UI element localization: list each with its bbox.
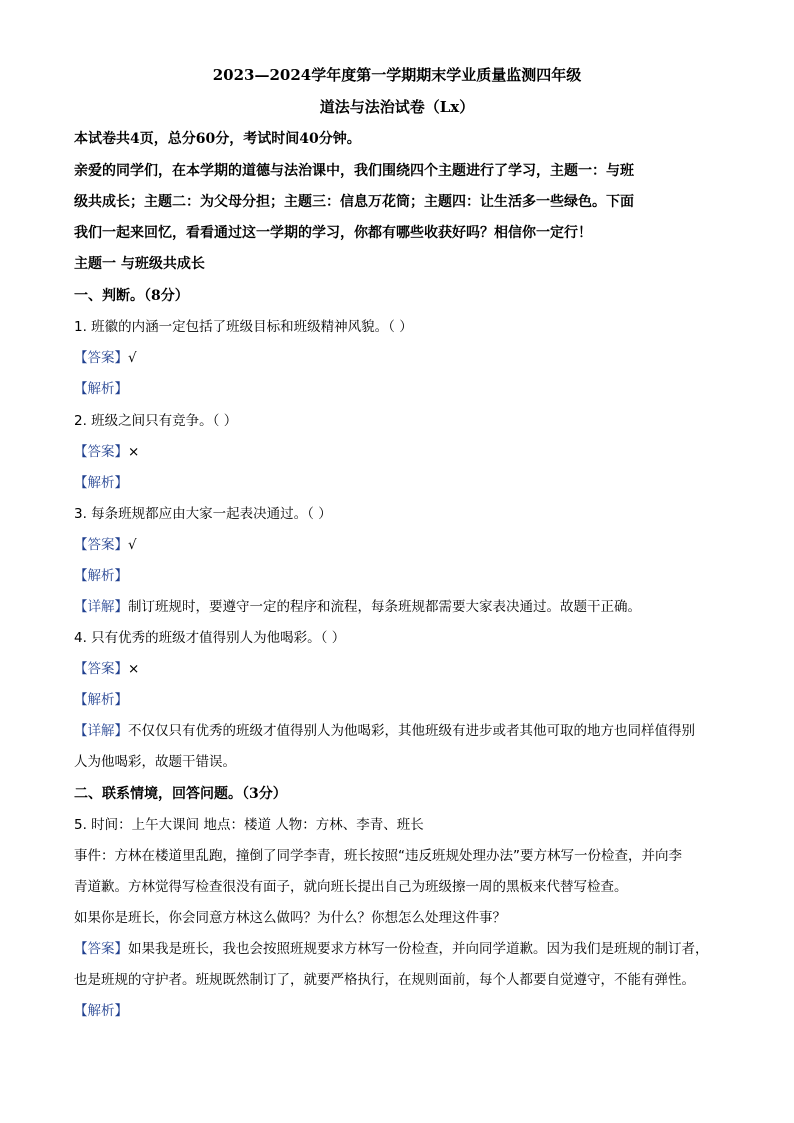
analysis-tag: 【解析】 [74,381,128,397]
question-5-line-3: 青道歉。方林觉得写检查很没有面子，就向班长提出自己为班级擦一周的黑板来代替写检查。 [74,879,628,895]
section1-heading: 一、判断。（8分） [74,288,189,304]
answer-value: √ [128,350,137,366]
question-5-line-2: 事件：方林在楼道里乱跑，撞倒了同学李青，班长按照“违反班规处理办法”要方林写一份检查，并向李 [74,848,682,864]
section2-heading: 二、联系情境，回答问题。（3分） [74,786,287,802]
detail-tag: 【详解】 [74,599,128,615]
question-5-line-1: 5. 时间：上午大课间 地点：楼道 人物：方林、李青、班长 [74,817,424,833]
intro-line-2: 级共成长；主题二：为父母分担；主题三：信息万花筒；主题四：让生活多一些绿色。下面 [74,194,634,210]
answer-5-line-1 [74,940,734,958]
answer-value: √ [128,537,137,553]
detail-text: 制订班规时，要遵守一定的程序和流程，每条班规都需要大家表决通过。故题干正确。 [128,599,641,615]
answer-tag: 【答案】 [74,941,128,957]
answer-3 [74,536,734,554]
answer-2 [74,443,734,461]
answer-tag: 【答案】 [74,661,128,677]
question-3: 3. 每条班规都应由大家一起表决通过。（ ） [74,506,332,522]
answer-value: × [128,661,140,677]
analysis-tag: 【解析】 [74,692,128,708]
detail-4-line-2: 人为他喝彩，故题干错误。 [74,754,236,770]
analysis-tag: 【解析】 [74,475,128,491]
theme-heading: 主题一 与班级共成长 [74,256,205,272]
answer-1 [74,349,734,367]
question-5-line-4: 如果你是班长，你会同意方林这么做吗？为什么？你想怎么处理这件事？ [74,910,506,926]
question-4: 4. 只有优秀的班级才值得别人为他喝彩。（ ） [74,630,346,646]
detail-3 [74,598,734,616]
question-2: 2. 班级之间只有竞争。（ ） [74,413,238,429]
intro-line-1: 亲爱的同学们，在本学期的道德与法治课中，我们围绕四个主题进行了学习，主题一：与班 [74,163,634,179]
answer-tag: 【答案】 [74,537,128,553]
detail-tag: 【详解】 [74,723,128,739]
exam-meta: 本试卷共4页，总分60分，考试时间40分钟。 [74,131,361,147]
intro-line-3: 我们一起来回忆，看看通过这一学期的学习，你都有哪些收获好吗？相信你一定行！ [74,225,592,241]
answer-4 [74,660,734,678]
exam-title: 2023—2024学年度第一学期期末学业质量监测四年级 [212,66,582,84]
analysis-tag: 【解析】 [74,1003,128,1019]
answer-tag: 【答案】 [74,444,128,460]
answer-tag: 【答案】 [74,350,128,366]
exam-subtitle: 道法与法治试卷（Lx） [319,98,475,116]
answer-value: × [128,444,140,460]
question-1: 1. 班徽的内涵一定包括了班级目标和班级精神风貌。（ ） [74,319,413,335]
answer-text: 如果我是班长，我也会按照班规要求方林写一份检查，并向同学道歉。因为我们是班规的制订者， [128,941,709,957]
detail-4-line-1 [74,722,734,740]
detail-text: 不仅仅只有优秀的班级才值得别人为他喝彩，其他班级有进步或者其他可取的地方也同样值得别 [128,723,695,739]
analysis-tag: 【解析】 [74,568,128,584]
answer-5-line-2: 也是班规的守护者。班规既然制订了，就要严格执行，在规则面前，每个人都要自觉遵守，不能有弹性。 [74,972,695,988]
